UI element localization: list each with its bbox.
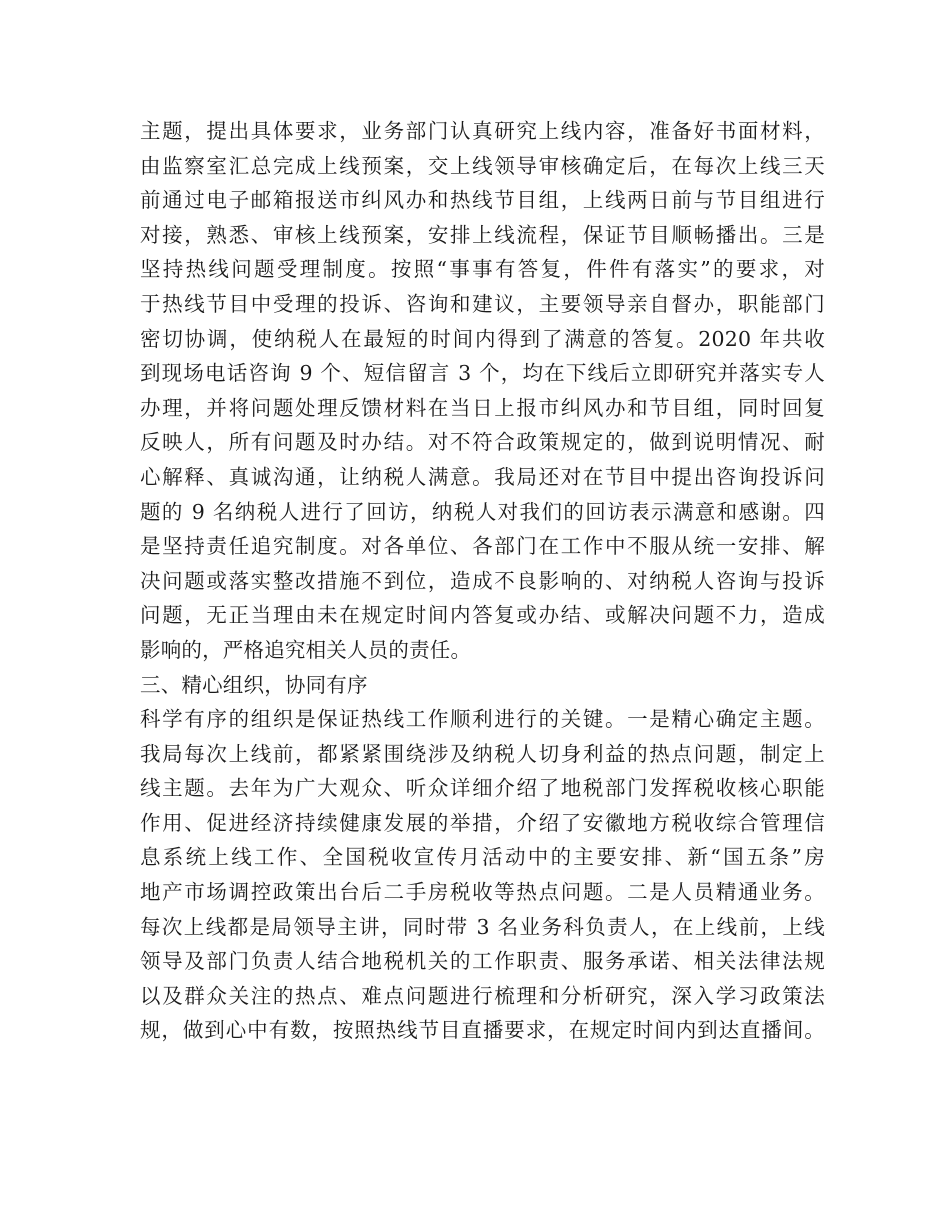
- text-line: 对接，熟悉、审核上线预案，安排上线流程，保证节目顺畅播出。三是: [140, 222, 825, 247]
- text-line: 主题，提出具体要求，业务部门认真研究上线内容，准备好书面材料，: [140, 119, 825, 143]
- text-line: 心解释、真诚沟通，让纳税人满意。我局还对在节目中提出咨询投诉问: [140, 464, 825, 489]
- text-line: 问题，无正当理由未在规定时间内答复或办结、或解决问题不力，造成: [140, 603, 825, 628]
- text-line: 线主题。去年为广大观众、听众详细介绍了地税部门发挥税收核心职能: [140, 776, 825, 801]
- text-line: 地产市场调控政策出台后二手房税收等热点问题。二是人员精通业务。: [140, 880, 825, 905]
- text-line: 息系统上线工作、全国税收宣传月活动中的主要安排、新“国五条”房: [140, 845, 825, 870]
- text-line: 到现场电话咨询 9 个、短信留言 3 个，均在下线后立即研究并落实专人: [140, 361, 825, 386]
- text-line: 题的 9 名纳税人进行了回访，纳税人对我们的回访表示满意和感谢。四: [140, 499, 825, 524]
- text-line: 决问题或落实整改措施不到位，造成不良影响的、对纳税人咨询与投诉: [140, 568, 825, 593]
- text-line: 以及群众关注的热点、难点问题进行梳理和分析研究，深入学习政策法: [140, 983, 825, 1008]
- section-heading: 三、精心组织，协同有序: [140, 672, 368, 697]
- text-line: 由监察室汇总完成上线预案，交上线领导审核确定后，在每次上线三天: [140, 153, 825, 178]
- text-line: 我局每次上线前，都紧紧围绕涉及纳税人切身利益的热点问题，制定上: [140, 741, 825, 766]
- text-line: 密切协调，使纳税人在最短的时间内得到了满意的答复。2020 年共收: [140, 326, 825, 351]
- text-line: 是坚持责任追究制度。对各单位、各部门在工作中不服从统一安排、解: [140, 534, 825, 559]
- document-body: [140, 114, 825, 1048]
- text-line: 于热线节目中受理的投诉、咨询和建议，主要领导亲自督办，职能部门: [140, 291, 825, 316]
- text-line: 办理，并将问题处理反馈材料在当日上报市纠风办和节目组，同时回复: [140, 395, 825, 420]
- text-line: 规，做到心中有数，按照热线节目直播要求，在规定时间内到达直播间。: [140, 1018, 825, 1043]
- text-line-paragraph-end: 影响的，严格追究相关人员的责任。: [140, 637, 472, 662]
- text-line: 领导及部门负责人结合地税机关的工作职责、服务承诺、相关法律法规: [140, 949, 825, 974]
- text-line: 作用、促进经济持续健康发展的举措，介绍了安徽地方税收综合管理信: [140, 810, 825, 835]
- text-line: 科学有序的组织是保证热线工作顺利进行的关键。一是精心确定主题。: [140, 707, 825, 732]
- text-line: 前通过电子邮箱报送市纠风办和热线节目组，上线两日前与节目组进行: [140, 188, 825, 213]
- text-line: 每次上线都是局领导主讲，同时带 3 名业务科负责人，在上线前，上线: [140, 914, 825, 939]
- text-line: 坚持热线问题受理制度。按照“事事有答复，件件有落实”的要求，对: [140, 257, 825, 282]
- text-line: 反映人，所有问题及时办结。对不符合政策规定的，做到说明情况、耐: [140, 430, 825, 455]
